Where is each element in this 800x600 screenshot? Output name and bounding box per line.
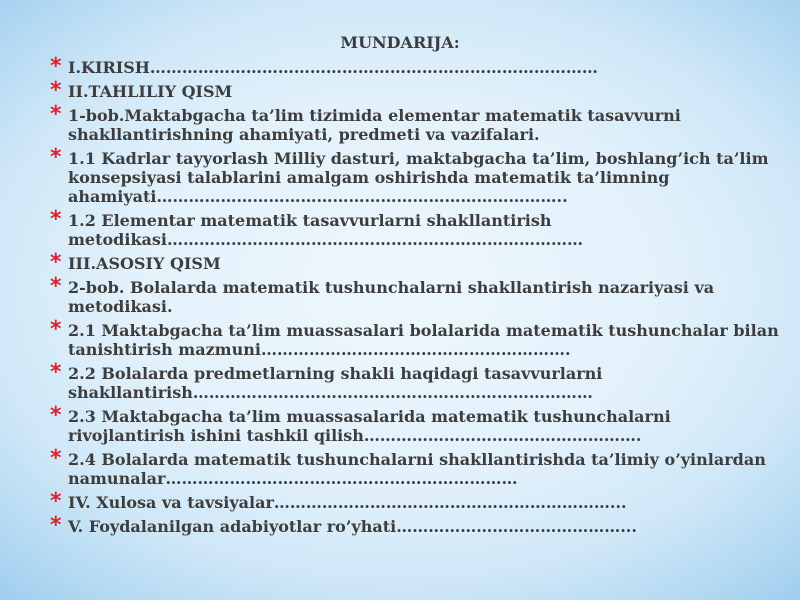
toc-entry-line: namunalar………………………………………………………… <box>68 469 518 488</box>
toc-entry-line: I.KIRISH………………………………………………………………………… <box>68 58 598 77</box>
page-title: MUNDARIJA: <box>340 33 460 52</box>
asterisk-bullet-icon: * <box>50 403 62 428</box>
toc-entry <box>50 360 790 402</box>
toc-entry-line: 1.2 Elementar matematik tasavvurlarni shakllantirish <box>68 211 552 230</box>
asterisk-bullet-icon: * <box>50 145 62 170</box>
asterisk-bullet-icon: * <box>50 489 62 514</box>
toc-entry <box>50 78 790 103</box>
toc-entry <box>50 403 790 445</box>
asterisk-bullet-icon: * <box>50 360 62 385</box>
asterisk-bullet-icon: * <box>50 274 62 299</box>
asterisk-bullet-icon: * <box>50 54 62 79</box>
toc-entry <box>50 446 790 488</box>
toc-entry <box>50 274 790 316</box>
toc-entry-line: 2.2 Bolalarda predmetlarning shakli haqidagi tasavvurlarni <box>68 364 603 383</box>
toc-entry <box>50 250 790 275</box>
asterisk-bullet-icon: * <box>50 446 62 471</box>
asterisk-bullet-icon: * <box>50 102 62 127</box>
asterisk-bullet-icon: * <box>50 207 62 232</box>
toc-entry-line: ahamiyati………………………………………………………………….. <box>68 187 568 206</box>
toc-entry-line: V. Foydalanilgan adabiyotlar ro’yhati……………………………………... <box>68 517 637 536</box>
toc-entry-line: metodikasi…………………………………………………………………… <box>68 230 583 249</box>
toc-entry <box>50 513 790 538</box>
toc-entry <box>50 54 790 79</box>
toc-entry-line: shakllantirishning ahamiyati, predmeti va vazifalari. <box>68 125 540 144</box>
toc-entry <box>50 145 790 206</box>
toc-entry-line: tanishtirish mazmuni…………………………………………………. <box>68 340 571 359</box>
asterisk-bullet-icon: * <box>50 250 62 275</box>
toc-entry-line: 1.1 Kadrlar tayyorlash Milliy dasturi, maktabgacha ta’lim, boshlang’ich ta’lim <box>68 149 769 168</box>
toc-entry <box>50 102 790 144</box>
toc-entry-line: 2.4 Bolalarda matematik tushunchalarni shakllantirishda ta’limiy o’yinlardan <box>68 450 766 469</box>
toc-entry-line: shakllantirish………………………………………………………………… <box>68 383 593 402</box>
toc-entry-line: 2.3 Maktabgacha ta’lim muassasalarida matematik tushunchalarni <box>68 407 671 426</box>
toc-entry-line: IV. Xulosa va tavsiyalar………………………………………………………... <box>68 493 627 512</box>
toc-entry-line: II.TAHLILIY QISM <box>68 82 233 101</box>
toc-entry <box>50 317 790 359</box>
toc-entry <box>50 489 790 514</box>
asterisk-bullet-icon: * <box>50 513 62 538</box>
asterisk-bullet-icon: * <box>50 78 62 103</box>
toc-entry-line: III.ASOSIY QISM <box>68 254 221 273</box>
asterisk-bullet-icon: * <box>50 317 62 342</box>
toc-entry-line: 2.1 Maktabgacha ta’lim muassasalari bolalarida matematik tushunchalar bilan <box>68 321 779 340</box>
toc-entry-line: 2-bob. Bolalarda matematik tushunchalarni shakllantirish nazariyasi va <box>68 278 715 297</box>
toc-entry-line: rivojlantirish ishini tashkil qilish……………………………………………. <box>68 426 642 445</box>
toc-entry <box>50 207 790 249</box>
toc-entry-line: konsepsiyasi talablarini amalgam oshirishda matematik ta’limning <box>68 168 670 187</box>
table-of-contents <box>50 54 790 541</box>
toc-entry-line: 1-bob.Maktabgacha ta’lim tizimida elementar matematik tasavvurni <box>68 106 681 125</box>
toc-entry-line: metodikasi. <box>68 297 173 316</box>
